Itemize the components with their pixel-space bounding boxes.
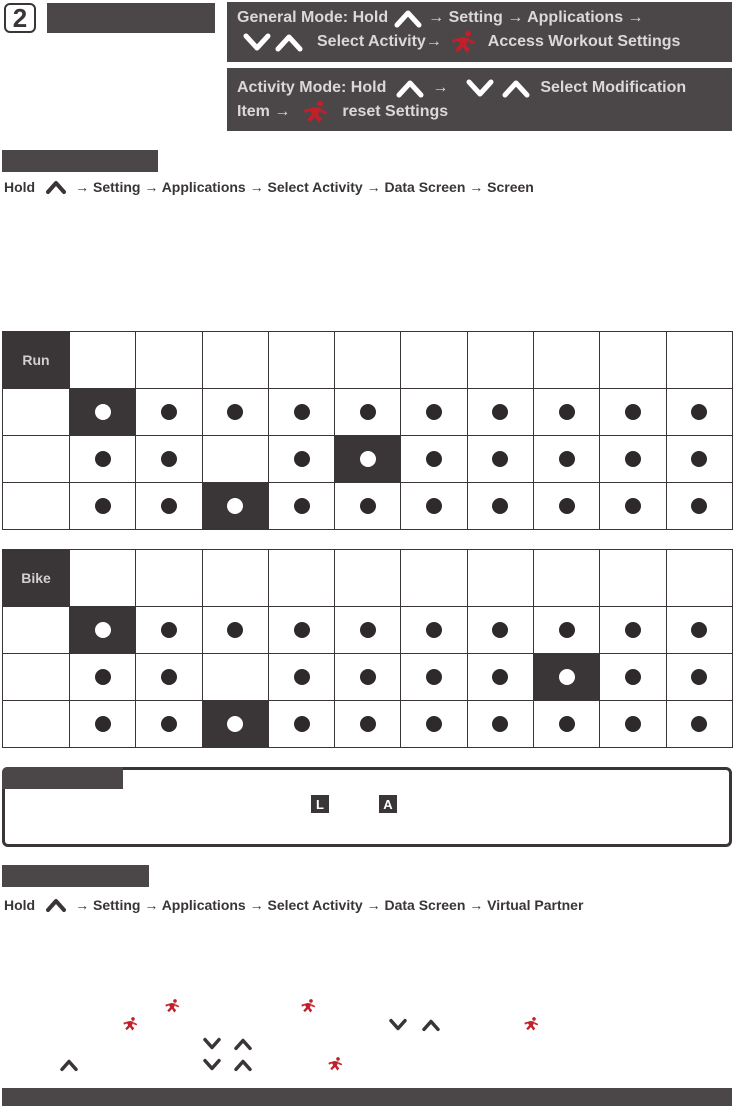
section1-hold: Hold <box>4 179 36 195</box>
dot <box>426 498 442 514</box>
dot-selected <box>227 716 243 732</box>
dot-selected <box>227 498 243 514</box>
key-l-icon: L <box>311 795 329 813</box>
section1-rest: → Setting → Applications → Select Activity → Data Screen → Screen <box>75 179 534 195</box>
dot <box>559 622 575 638</box>
general-mode-access: Access Workout Settings <box>487 33 681 50</box>
dot-selected <box>95 622 111 638</box>
chevron-up-icon <box>45 897 67 913</box>
runner-icon <box>448 30 478 54</box>
run-label: Run <box>3 332 70 389</box>
dot-selected <box>360 451 376 467</box>
note-tab <box>2 767 123 789</box>
chevron-down-icon <box>243 32 271 52</box>
table-row <box>3 483 733 530</box>
activity-mode-item: Item → <box>237 103 291 120</box>
dot <box>294 669 310 685</box>
activity-mode-prefix: Activity Mode: Hold <box>237 79 387 96</box>
dot <box>426 622 442 638</box>
dot <box>227 622 243 638</box>
general-mode-select: Select Activity→ <box>317 33 442 50</box>
dot <box>625 716 641 732</box>
dot <box>294 498 310 514</box>
table-row <box>3 436 733 483</box>
dot <box>426 669 442 685</box>
chevron-up-icon <box>59 1058 79 1072</box>
runner-icon <box>300 100 330 124</box>
dot <box>492 451 508 467</box>
section1-tab <box>2 150 158 172</box>
dot <box>95 716 111 732</box>
general-mode-prefix: General Mode: Hold <box>237 9 389 26</box>
runner-icon <box>299 998 317 1014</box>
dot <box>492 622 508 638</box>
section2-hold: Hold <box>4 897 36 913</box>
dot <box>492 669 508 685</box>
dot <box>426 716 442 732</box>
dot <box>559 716 575 732</box>
dot <box>625 498 641 514</box>
dot <box>559 404 575 420</box>
run-table <box>2 331 733 530</box>
dot <box>625 669 641 685</box>
chevron-up-icon <box>233 1058 253 1072</box>
section2-path <box>4 895 587 915</box>
dot <box>691 716 707 732</box>
activity-mode-reset: reset Settings <box>342 103 449 120</box>
step-title-bar <box>47 3 215 33</box>
step-number-badge: 2 <box>4 3 36 33</box>
dot <box>426 404 442 420</box>
table-row <box>3 389 733 436</box>
section2-tab <box>2 865 149 887</box>
chevron-up-icon <box>502 78 530 98</box>
dot <box>161 716 177 732</box>
chevron-up-icon <box>233 1037 253 1051</box>
chevron-up-icon <box>45 179 67 195</box>
dot <box>95 451 111 467</box>
dot <box>360 669 376 685</box>
section1-path <box>4 177 538 197</box>
dot <box>492 716 508 732</box>
dot <box>691 451 707 467</box>
dot <box>492 498 508 514</box>
dot <box>360 716 376 732</box>
runner-icon <box>326 1056 344 1072</box>
dot <box>559 498 575 514</box>
dot <box>691 622 707 638</box>
dot <box>95 498 111 514</box>
dot <box>360 404 376 420</box>
dot-selected <box>559 669 575 685</box>
dot <box>161 451 177 467</box>
dot-selected <box>95 404 111 420</box>
dot <box>625 404 641 420</box>
dot <box>294 404 310 420</box>
dot <box>691 498 707 514</box>
activity-mode-suffix: Select Modification <box>540 79 687 96</box>
bottom-bar <box>2 1088 732 1106</box>
key-a-icon: A <box>379 795 397 813</box>
activity-mode-box <box>227 68 732 131</box>
dot <box>161 669 177 685</box>
general-mode-suffix: → Setting → Applications → <box>428 9 644 26</box>
activity-mode-arrow: → <box>432 79 449 96</box>
dot <box>294 716 310 732</box>
chevron-up-icon <box>275 32 303 52</box>
chevron-down-icon <box>466 78 494 98</box>
dot <box>360 622 376 638</box>
dot <box>625 622 641 638</box>
table-row <box>3 607 733 654</box>
chevron-down-icon <box>202 1058 222 1072</box>
dot <box>161 622 177 638</box>
bike-label: Bike <box>3 550 70 607</box>
bike-table <box>2 549 733 748</box>
dot <box>426 451 442 467</box>
dot <box>95 669 111 685</box>
chevron-down-icon <box>388 1018 408 1032</box>
table-row <box>3 654 733 701</box>
chevron-down-icon <box>202 1037 222 1051</box>
dot <box>492 404 508 420</box>
dot <box>227 404 243 420</box>
dot <box>294 451 310 467</box>
runner-icon <box>163 998 181 1014</box>
dot <box>625 451 641 467</box>
chevron-up-icon <box>396 78 424 98</box>
chevron-up-icon <box>394 8 422 28</box>
chevron-up-icon <box>421 1018 441 1032</box>
section2-rest: → Setting → Applications → Select Activity → Data Screen → Virtual Partner <box>75 897 584 913</box>
dot <box>161 404 177 420</box>
dot <box>294 622 310 638</box>
runner-icon <box>121 1016 139 1032</box>
table-row <box>3 701 733 748</box>
general-mode-box <box>227 2 732 62</box>
dot <box>691 669 707 685</box>
dot <box>360 498 376 514</box>
runner-icon <box>522 1016 540 1032</box>
dot <box>161 498 177 514</box>
dot <box>691 404 707 420</box>
dot <box>559 451 575 467</box>
